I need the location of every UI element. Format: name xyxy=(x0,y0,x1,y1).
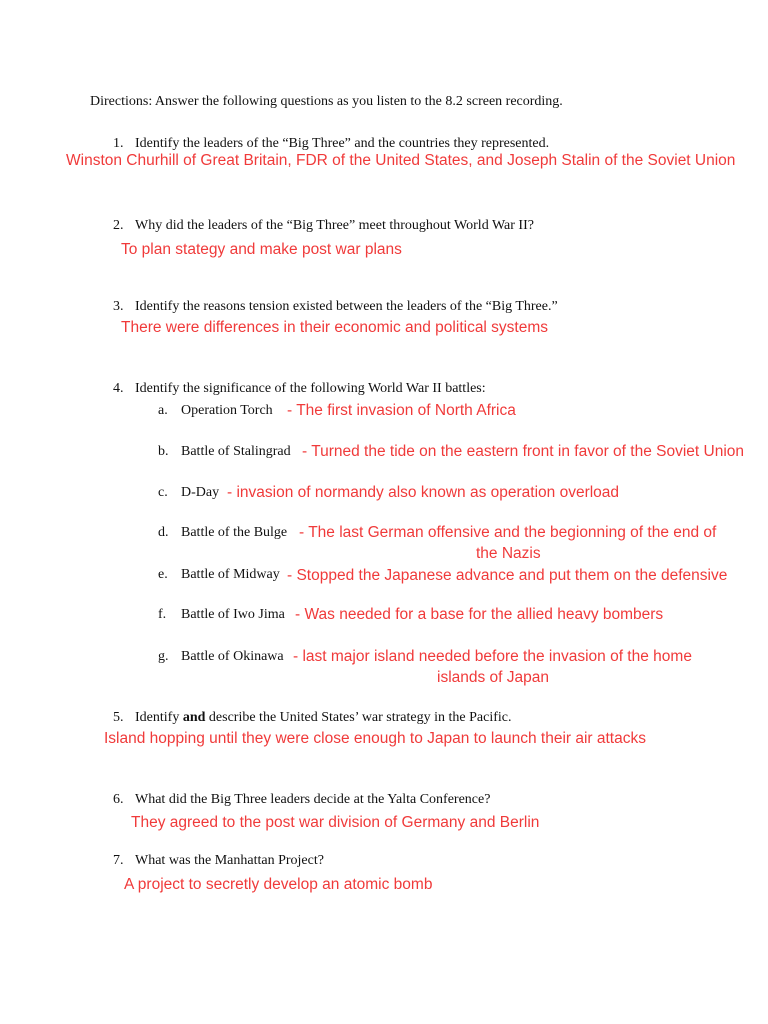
battle-a-answer: - The first invasion of North Africa xyxy=(287,402,516,419)
battle-g-answer-continued: islands of Japan xyxy=(437,669,550,686)
answer-3-text: There were differences in their economic and political systems xyxy=(121,319,549,336)
battle-b-answer: - Turned the tide on the eastern front in favor of the Soviet Union xyxy=(302,443,745,460)
directions-text: Directions: Answer the following questions as you listen to the 8.2 screen recording. xyxy=(90,94,563,109)
battle-c-answer: - invasion of normandy also known as operation overload xyxy=(227,484,620,501)
battle-d-letter: d. xyxy=(158,525,169,540)
battle-a-name: Operation Torch xyxy=(181,403,273,418)
answer-7-text: A project to secretly develop an atomic bomb xyxy=(124,876,433,893)
battle-f-name: Battle of Iwo Jima xyxy=(181,607,285,622)
question-1-number: 1. xyxy=(113,136,124,151)
answer-5-text: Island hopping until they were close enough to Japan to launch their air attacks xyxy=(104,730,646,747)
question-6-text: What did the Big Three leaders decide at the Yalta Conference? xyxy=(135,792,491,807)
battle-g-letter: g. xyxy=(158,649,169,664)
answer-2-text: To plan stategy and make post war plans xyxy=(121,241,402,258)
question-5-text-bold: and xyxy=(182,710,206,725)
battle-d-answer: - The last German offensive and the begionning of the end of xyxy=(299,524,717,541)
question-2-number: 2. xyxy=(113,218,124,233)
question-1-text: Identify the leaders of the “Big Three” and the countries they represented. xyxy=(135,136,550,151)
battle-e-name: Battle of Midway xyxy=(181,567,280,582)
battle-e-letter: e. xyxy=(158,567,168,582)
battle-e-answer: - Stopped the Japanese advance and put them on the defensive xyxy=(287,567,728,584)
question-4-text: Identify the significance of the following World War II battles: xyxy=(135,381,486,396)
battle-b-name: Battle of Stalingrad xyxy=(181,444,291,459)
battle-g-name: Battle of Okinawa xyxy=(181,649,284,664)
question-5-text-end: describe the United States’ war strategy in the Pacific. xyxy=(205,710,512,725)
question-7-number: 7. xyxy=(113,853,124,868)
question-7-text: What was the Manhattan Project? xyxy=(135,853,324,868)
battle-g-answer: - last major island needed before the invasion of the home xyxy=(293,648,692,665)
battle-a-letter: a. xyxy=(158,403,168,418)
question-4-number: 4. xyxy=(113,381,124,396)
answer-1-text: Winston Churhill of Great Britain, FDR of the United States, and Joseph Stalin of the Soviet Union xyxy=(66,152,736,169)
battle-d-answer-continued: the Nazis xyxy=(476,545,541,562)
battle-f-letter: f. xyxy=(158,607,167,622)
question-6-number: 6. xyxy=(113,792,124,807)
question-2-text: Why did the leaders of the “Big Three” meet throughout World War II? xyxy=(135,218,534,233)
battle-c-name: D-Day xyxy=(181,485,220,500)
question-3-text: Identify the reasons tension existed between the leaders of the “Big Three.” xyxy=(135,299,558,314)
question-5-text-start: Identify xyxy=(135,710,183,725)
battle-c-letter: c. xyxy=(158,485,168,500)
answer-6-text: They agreed to the post war division of Germany and Berlin xyxy=(131,814,540,831)
question-3-number: 3. xyxy=(113,299,124,314)
battle-d-name: Battle of the Bulge xyxy=(181,525,288,540)
battle-b-letter: b. xyxy=(158,444,169,459)
question-5-text xyxy=(135,711,512,725)
question-5-number: 5. xyxy=(113,710,124,725)
battle-f-answer: - Was needed for a base for the allied heavy bombers xyxy=(295,606,664,623)
